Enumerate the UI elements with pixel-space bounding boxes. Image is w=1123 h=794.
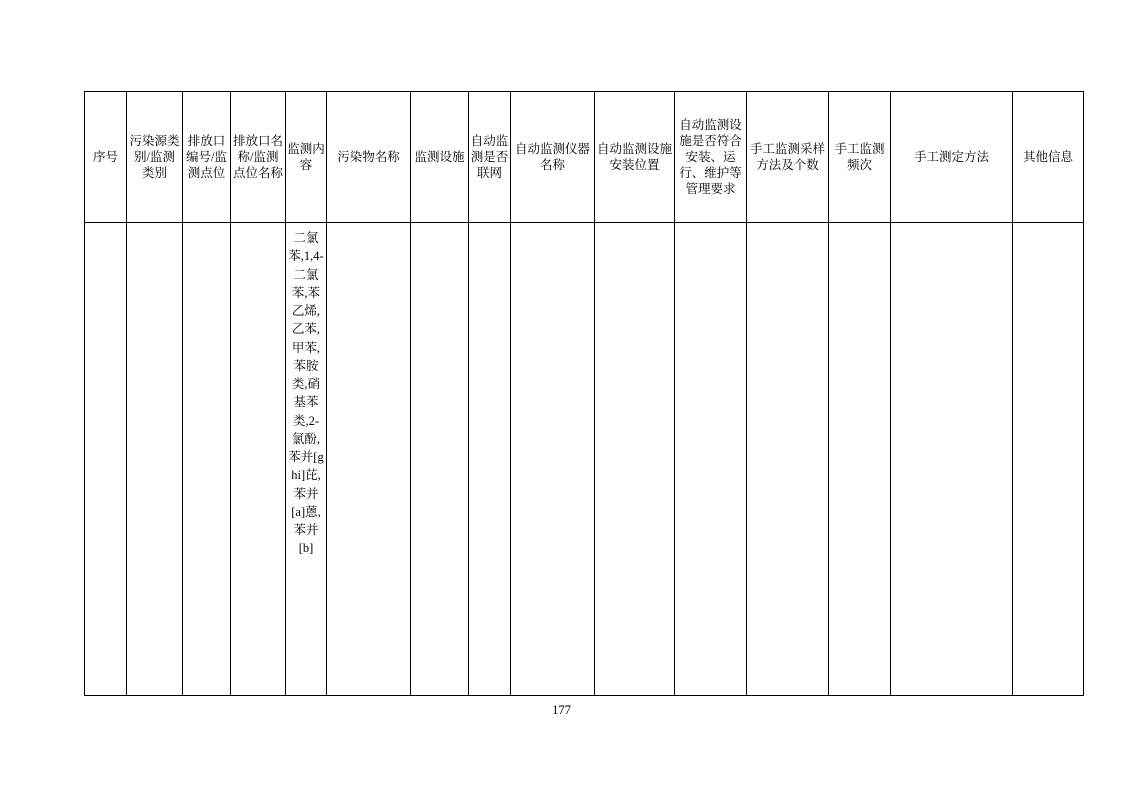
table-header	[85, 92, 1084, 223]
column-header-manual-frequency: 手工监测频次	[829, 92, 891, 223]
cell-auto-instrument-name	[511, 223, 595, 696]
table-header-row	[85, 92, 1084, 223]
cell-manual-frequency	[829, 223, 891, 696]
column-header-outlet-name: 排放口名称/监测点位名称	[231, 92, 286, 223]
column-header-monitoring-content: 监测内容	[286, 92, 327, 223]
monitoring-content-text: 二氯苯,1,4-二氯苯,苯乙烯,乙苯,甲苯,苯胺类,硝基苯类,2-氯酚,苯并[ghi]芘,苯并[a]蒽,苯并[b]	[288, 231, 324, 556]
cell-source-category	[127, 223, 183, 696]
column-header-manual-determination-method: 手工测定方法	[891, 92, 1013, 223]
cell-serial	[85, 223, 127, 696]
column-header-monitoring-facility: 监测设施	[411, 92, 469, 223]
column-header-auto-instrument-name: 自动监测仪器名称	[511, 92, 595, 223]
column-header-manual-sampling-method: 手工监测采样方法及个数	[747, 92, 829, 223]
cell-monitoring-facility	[411, 223, 469, 696]
page-number: 177	[552, 703, 571, 717]
cell-pollutant-name	[327, 223, 411, 696]
cell-auto-compliance	[675, 223, 747, 696]
cell-outlet-code	[183, 223, 231, 696]
monitoring-table	[84, 91, 1084, 696]
column-header-auto-compliance: 自动监测设施是否符合安装、运行、维护等管理要求	[675, 92, 747, 223]
monitoring-table-container	[84, 91, 1073, 696]
column-header-auto-install-location: 自动监测设施安装位置	[595, 92, 675, 223]
column-header-serial: 序号	[85, 92, 127, 223]
column-header-auto-networked: 自动监测是否联网	[469, 92, 511, 223]
column-header-other-info: 其他信息	[1013, 92, 1084, 223]
cell-auto-install-location	[595, 223, 675, 696]
table-body	[85, 223, 1084, 696]
cell-manual-determination-method	[891, 223, 1013, 696]
cell-outlet-name	[231, 223, 286, 696]
column-header-outlet-code: 排放口编号/监测点位	[183, 92, 231, 223]
cell-auto-networked	[469, 223, 511, 696]
cell-monitoring-content	[286, 223, 327, 696]
cell-other-info	[1013, 223, 1084, 696]
column-header-pollutant-name: 污染物名称	[327, 92, 411, 223]
column-header-source-category: 污染源类别/监测类别	[127, 92, 183, 223]
table-row	[85, 223, 1084, 696]
cell-manual-sampling-method	[747, 223, 829, 696]
